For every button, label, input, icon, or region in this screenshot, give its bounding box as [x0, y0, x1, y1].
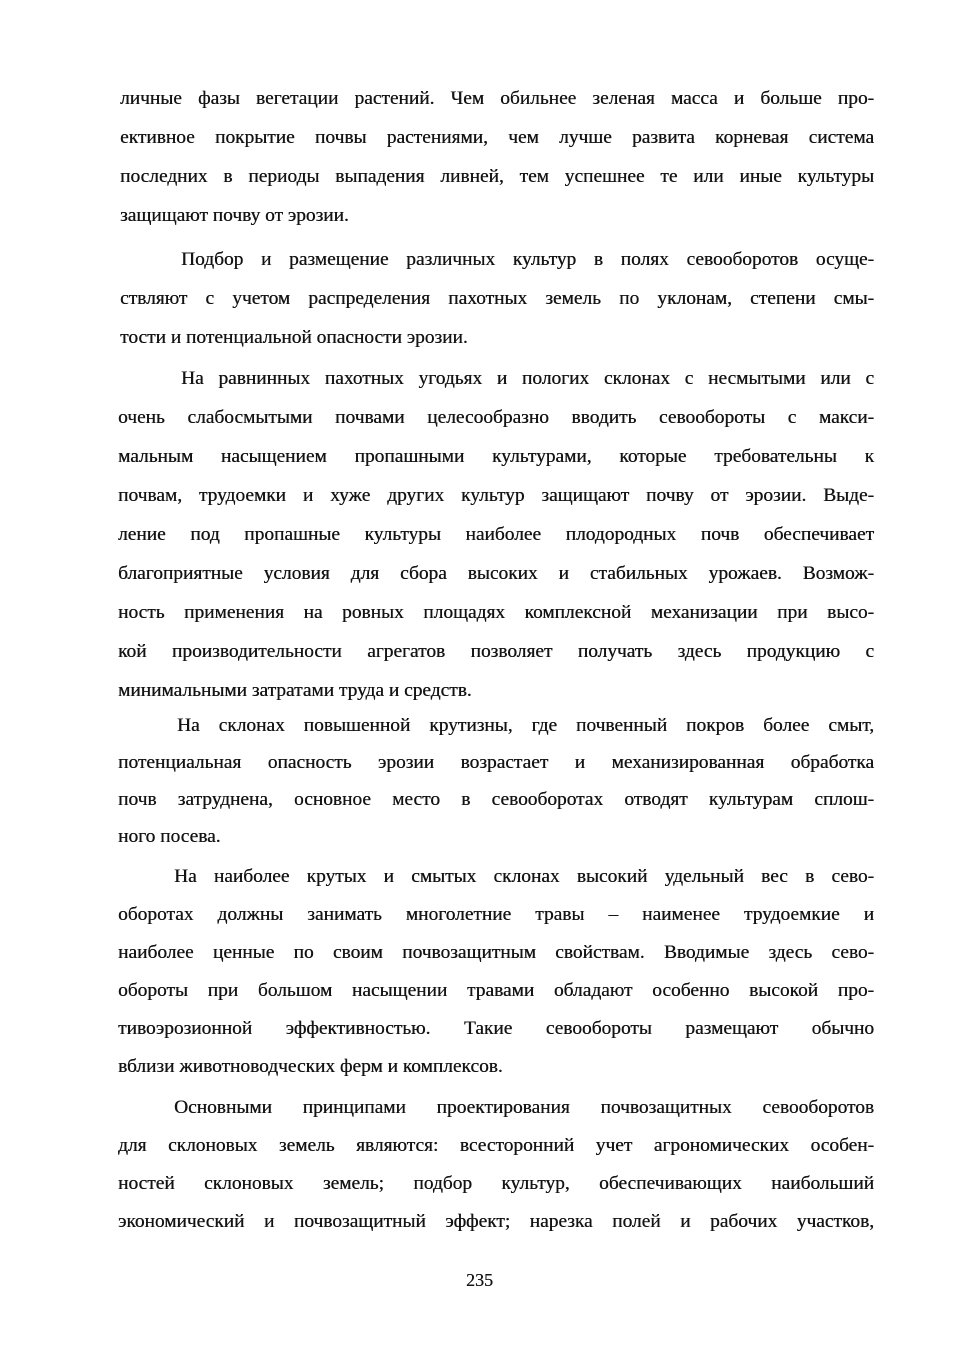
text-line: очень слабосмытыми почвами целесообразно вводить севообороты с макси- [118, 407, 874, 428]
text-line: мальным насыщением пропашными культурами, которые требовательны к [118, 446, 874, 467]
text-line: потенциальная опасность эрозии возрастает и механизированная обработка [118, 752, 874, 773]
text-line: для склоновых земель являются: всесторонний учет агрономических особен- [118, 1135, 874, 1156]
text-line: вблизи животноводческих ферм и комплексов. [118, 1056, 503, 1077]
text-line: ного посева. [118, 826, 221, 847]
text-line: кой производительности агрегатов позволяет получать здесь продукцию с [118, 641, 874, 662]
text-line: почвам, трудоемки и хуже других культур защищают почву от эрозии. Выде- [118, 485, 874, 506]
text-line: На склонах повышенной крутизны, где почвенный покров более смыт, [177, 715, 874, 736]
text-line: ность применения на ровных площадях комплексной механизации при высо- [118, 602, 874, 623]
text-line: обороты при большом насыщении травами обладают особенно высокой про- [118, 980, 874, 1001]
text-line: тости и потенциальной опасности эрозии. [120, 327, 468, 348]
text-line: экономический и почвозащитный эффект; нарезка полей и рабочих участков, [118, 1211, 874, 1232]
text-line: наиболее ценные по своим почвозащитным свойствам. Вводимые здесь сево- [118, 942, 874, 963]
text-line: ективное покрытие почвы растениями, чем лучше развита корневая система [120, 127, 874, 148]
text-line: ностей склоновых земель; подбор культур, обеспечивающих наибольший [118, 1173, 874, 1194]
text-line: почв затруднена, основное место в севооборотах отводят культурам сплош- [118, 789, 874, 810]
text-line: личные фазы вегетации растений. Чем обильнее зеленая масса и больше про- [120, 88, 874, 109]
text-line: Подбор и размещение различных культур в полях севооборотов осуще- [181, 249, 874, 270]
text-line: Основными принципами проектирования почвозащитных севооборотов [174, 1097, 874, 1118]
text-line: благоприятные условия для сбора высоких и стабильных урожаев. Возмож- [118, 563, 874, 584]
text-line: минимальными затратами труда и средств. [118, 680, 472, 701]
text-line: На наиболее крутых и смытых склонах высокий удельный вес в сево- [174, 866, 874, 887]
text-line: На равнинных пахотных угодьях и пологих склонах с несмытыми или с [181, 368, 874, 389]
text-line: защищают почву от эрозии. [120, 205, 349, 226]
text-line: тивоэрозионной эффективностью. Такие севообороты размещают обычно [118, 1018, 874, 1039]
text-line: последних в периоды выпадения ливней, тем успешнее те или иные культуры [120, 166, 874, 187]
text-line: ление под пропашные культуры наиболее плодородных почв обеспечивает [118, 524, 874, 545]
text-line: ствляют с учетом распределения пахотных земель по уклонам, степени смы- [120, 288, 874, 309]
page-number: 235 [466, 1270, 493, 1290]
text-line: оборотах должны занимать многолетние травы – наименее трудоемкие и [118, 904, 874, 925]
